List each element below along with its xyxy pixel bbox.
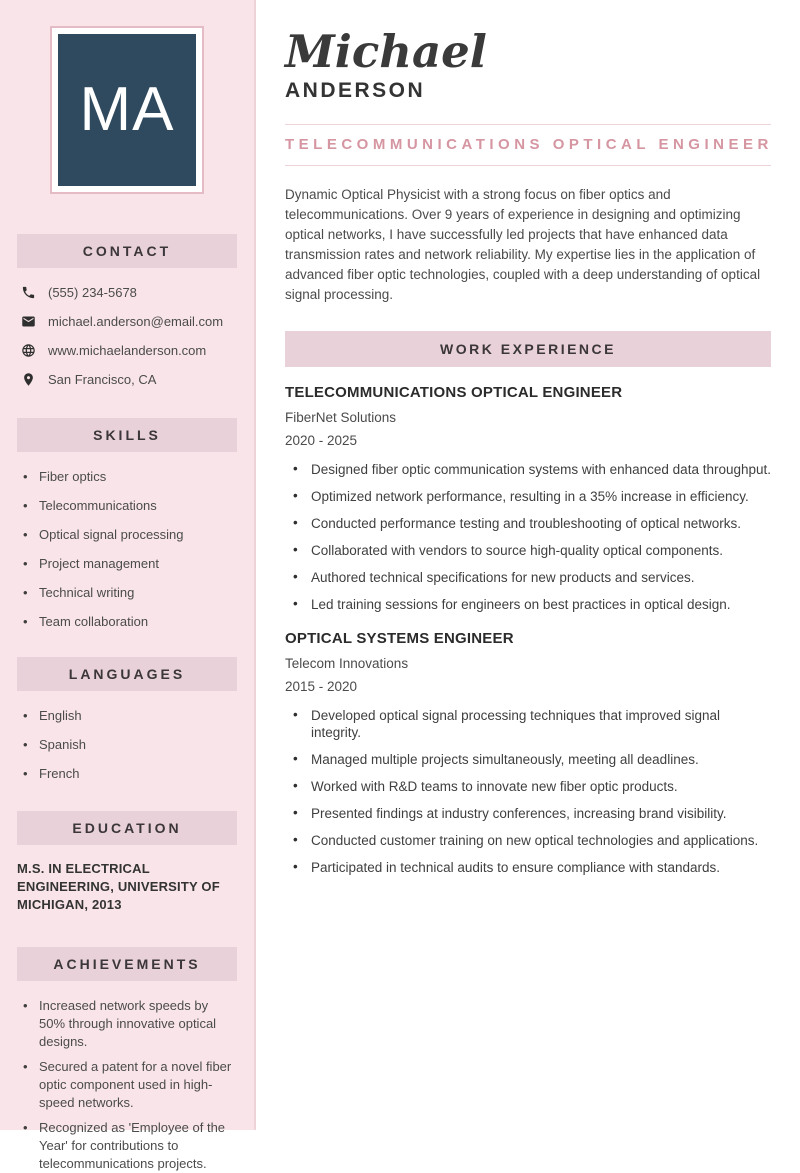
job-bullet: • Participated in technical audits to ensure compliance with standards. (293, 859, 771, 876)
languages-list (17, 707, 237, 783)
contact-item-text: michael.anderson@email.com (48, 313, 224, 329)
achievements-section-header (17, 947, 237, 981)
job-title: TELECOMMUNICATIONS OPTICAL ENGINEER (285, 383, 623, 401)
contact-item (21, 313, 237, 329)
achievement-item: • Increased network speeds by 50% through innovative optical designs. (23, 997, 237, 1051)
skill-item: • Technical writing (23, 584, 237, 602)
skills-section-header (17, 418, 237, 452)
languages-section-header (17, 657, 237, 691)
first-name: Michael (285, 25, 487, 78)
job-bullet: • Optimized network performance, resulting in a 35% increase in efficiency. (293, 488, 771, 505)
job-bullet: • Led training sessions for engineers on best practices in optical design. (293, 596, 771, 613)
contact-section-header (17, 234, 237, 268)
monogram-initials: MA (79, 75, 175, 144)
monogram-box (58, 34, 196, 186)
job-headline: TELECOMMUNICATIONS OPTICAL ENGINEER (285, 135, 773, 153)
contact-item-text: San Francisco, CA (48, 371, 157, 387)
job-title: OPTICAL SYSTEMS ENGINEER (285, 629, 514, 647)
location-icon (21, 372, 36, 387)
job-company: Telecom Innovations (285, 655, 409, 671)
job-bullet: • Presented findings at industry conferences, increasing brand visibility. (293, 805, 771, 822)
contact-item-text: www.michaelanderson.com (48, 342, 207, 358)
job-bullet: • Designed fiber optic communication systems with enhanced data throughput. (293, 461, 771, 478)
job-dates: 2020 - 2025 (285, 432, 358, 448)
job-bullet: • Authored technical specifications for new products and services. (293, 569, 771, 586)
job-dates: 2015 - 2020 (285, 678, 358, 694)
contact-section-title: CONTACT (82, 243, 172, 259)
globe-icon (21, 343, 36, 358)
monogram-frame (50, 26, 204, 194)
job-bullet: • Worked with R&D teams to innovate new fiber optic products. (293, 778, 771, 795)
last-name: ANDERSON (285, 78, 426, 102)
languages-section-title: LANGUAGES (68, 666, 186, 682)
contact-item (21, 342, 237, 358)
language-item: • French (23, 765, 237, 783)
phone-icon (21, 285, 36, 300)
contact-list (17, 284, 237, 387)
language-item: • Spanish (23, 736, 237, 754)
skill-item: • Fiber optics (23, 468, 237, 486)
achievements-list (17, 997, 237, 1173)
skills-section-title: SKILLS (93, 427, 161, 443)
education-section-title: EDUCATION (72, 820, 182, 836)
work-experience-title: WORK EXPERIENCE (440, 340, 616, 357)
skills-list (17, 468, 237, 631)
job-bullet: • Conducted performance testing and troubleshooting of optical networks. (293, 515, 771, 532)
job-bullet: • Collaborated with vendors to source high-quality optical components. (293, 542, 771, 559)
mail-icon (21, 314, 36, 329)
job-bullets (285, 461, 771, 613)
job-entry (285, 384, 771, 613)
achievement-item: • Recognized as 'Employee of the Year' for contributions to telecommunications projects. (23, 1119, 237, 1173)
skill-item: • Optical signal processing (23, 526, 237, 544)
sidebar (0, 0, 256, 1171)
contact-item (21, 284, 237, 300)
skill-item: • Telecommunications (23, 497, 237, 515)
education-section-header (17, 811, 237, 845)
job-bullet: • Conducted customer training on new optical technologies and applications. (293, 832, 771, 849)
contact-item (21, 371, 237, 387)
skill-item: • Team collaboration (23, 613, 237, 631)
job-bullets (285, 707, 771, 876)
job-bullet: • Developed optical signal processing techniques that improved signal integrity. (293, 707, 771, 741)
job-entry (285, 630, 771, 876)
contact-item-text: (555) 234-5678 (48, 284, 137, 300)
achievements-section-title: ACHIEVEMENTS (53, 956, 201, 972)
job-company: FiberNet Solutions (285, 409, 397, 425)
language-item: • English (23, 707, 237, 725)
job-bullet: • Managed multiple projects simultaneously, meeting all deadlines. (293, 751, 771, 768)
professional-summary: Dynamic Optical Physicist with a strong focus on fiber optics and telecommunications. Over 9 years of experience in designing and optimizing optical networks, I have successfully led projects that have enhanced data transmission rates and network reliability. My expertise lies in the application of advanced fiber optic technologies, coupled with a deep understanding of optical signal processing. (285, 186, 761, 302)
education-text: M.S. IN ELECTRICAL ENGINEERING, UNIVERSITY OF MICHIGAN, 2013 (17, 861, 220, 912)
achievement-item: • Secured a patent for a novel fiber optic component used in high-speed networks. (23, 1058, 237, 1112)
skill-item: • Project management (23, 555, 237, 573)
work-experience-header (285, 331, 771, 367)
main-column (285, 0, 771, 886)
job-headline-band (285, 124, 771, 166)
